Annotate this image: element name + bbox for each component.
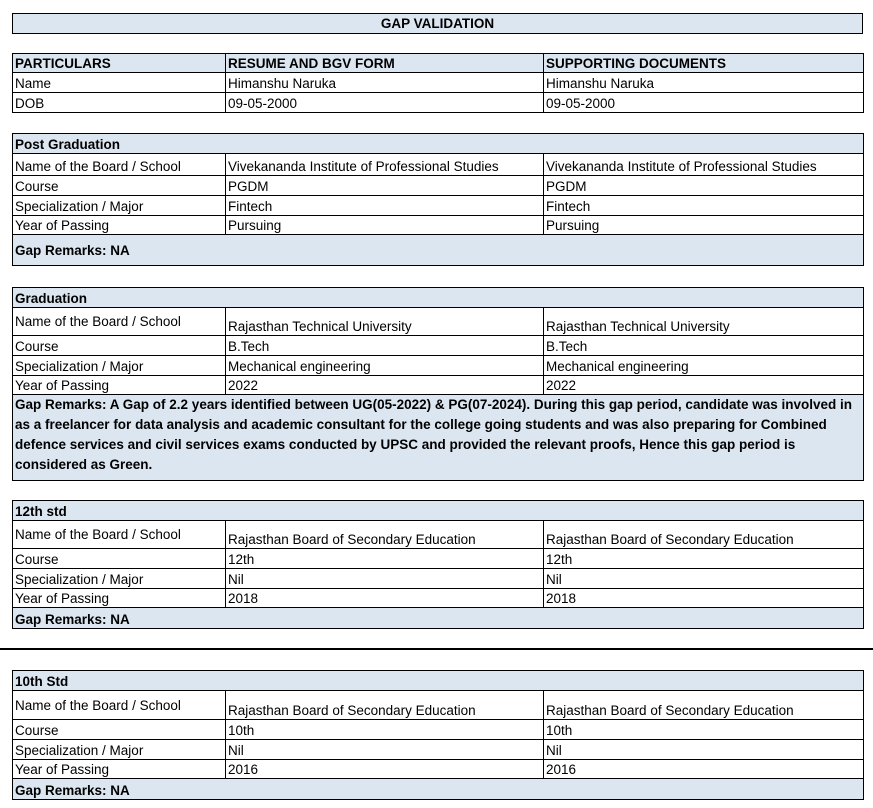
- row-docs-value: Mechanical engineering: [544, 356, 864, 376]
- row-resume-value: Nil: [226, 569, 544, 589]
- row-resume-value: B.Tech: [226, 336, 544, 356]
- row-resume-value: 09-05-2000: [226, 93, 544, 113]
- row-docs-value: 10th: [544, 720, 864, 740]
- row-docs-value: 2016: [544, 760, 864, 779]
- table-row: [13, 760, 864, 779]
- table-row: [13, 308, 864, 336]
- section-post-graduation: [12, 133, 864, 266]
- table-row: [13, 196, 864, 216]
- divider-line: [0, 648, 873, 650]
- row-label: Course: [13, 176, 226, 196]
- gap-remarks: Gap Remarks: NA: [13, 235, 864, 266]
- table-row: [13, 691, 864, 720]
- row-label: Name: [13, 73, 226, 93]
- row-label: Course: [13, 720, 226, 740]
- section-12th: [12, 500, 864, 629]
- gap-remarks: Gap Remarks: A Gap of 2.2 years identified between UG(05-2022) & PG(07-2024). During this gap period, candidate was involved in as a freelancer for data analysis and academic consultant for the college going students and was also preparing for Combined defence services and civil services exams conducted by UPSC and provided the relevant proofs, Hence this gap period is considered as Green.: [13, 395, 864, 481]
- table-row: [13, 356, 864, 376]
- row-label: Name of the Board / School: [13, 308, 226, 336]
- table-row: [13, 93, 864, 113]
- row-docs-value: 2022: [544, 376, 864, 395]
- header-docs: SUPPORTING DOCUMENTS: [544, 54, 864, 73]
- row-docs-value: Rajasthan Technical University: [544, 308, 864, 336]
- row-label: Name of the Board / School: [13, 154, 226, 176]
- section-title: 10th Std: [13, 671, 864, 691]
- section-10th: [12, 670, 864, 800]
- row-docs-value: Pursuing: [544, 216, 864, 235]
- row-resume-value: 2018: [226, 589, 544, 608]
- header-row: [13, 54, 864, 73]
- table-row: [13, 549, 864, 569]
- table-row: [13, 376, 864, 395]
- row-docs-value: PGDM: [544, 176, 864, 196]
- row-docs-value: Nil: [544, 569, 864, 589]
- row-label: Course: [13, 549, 226, 569]
- row-label: Name of the Board / School: [13, 691, 226, 720]
- gap-remarks: Gap Remarks: NA: [13, 608, 864, 629]
- gap-remarks: Gap Remarks: NA: [13, 779, 864, 800]
- row-resume-value: PGDM: [226, 176, 544, 196]
- row-docs-value: 2018: [544, 589, 864, 608]
- row-docs-value: Fintech: [544, 196, 864, 216]
- row-label: Course: [13, 336, 226, 356]
- row-label: Specialization / Major: [13, 356, 226, 376]
- table-row: [13, 176, 864, 196]
- row-resume-value: Rajasthan Board of Secondary Education: [226, 691, 544, 720]
- section-title: Graduation: [13, 288, 864, 308]
- row-resume-value: Rajasthan Board of Secondary Education: [226, 521, 544, 549]
- row-resume-value: Pursuing: [226, 216, 544, 235]
- row-docs-value: B.Tech: [544, 336, 864, 356]
- row-docs-value: Nil: [544, 740, 864, 760]
- row-label: Year of Passing: [13, 216, 226, 235]
- table-row: [13, 589, 864, 608]
- table-row: [13, 569, 864, 589]
- page-title: GAP VALIDATION: [12, 13, 863, 34]
- row-resume-value: 10th: [226, 720, 544, 740]
- personal-table: [12, 53, 864, 113]
- row-label: Year of Passing: [13, 376, 226, 395]
- table-row: [13, 720, 864, 740]
- row-resume-value: Vivekananda Institute of Professional Studies: [226, 154, 544, 176]
- table-row: [13, 521, 864, 549]
- row-resume-value: 2016: [226, 760, 544, 779]
- table-row: [13, 336, 864, 356]
- table-row: [13, 154, 864, 176]
- row-label: Specialization / Major: [13, 740, 226, 760]
- row-docs-value: Vivekananda Institute of Professional Studies: [544, 154, 864, 176]
- row-docs-value: 09-05-2000: [544, 93, 864, 113]
- row-resume-value: 12th: [226, 549, 544, 569]
- section-title: 12th std: [13, 501, 864, 521]
- row-resume-value: Rajasthan Technical University: [226, 308, 544, 336]
- table-row: [13, 740, 864, 760]
- row-resume-value: Himanshu Naruka: [226, 73, 544, 93]
- row-label: Specialization / Major: [13, 569, 226, 589]
- row-resume-value: Fintech: [226, 196, 544, 216]
- header-resume: RESUME AND BGV FORM: [226, 54, 544, 73]
- row-label: Year of Passing: [13, 589, 226, 608]
- row-resume-value: Nil: [226, 740, 544, 760]
- row-label: Specialization / Major: [13, 196, 226, 216]
- table-row: [13, 73, 864, 93]
- header-particulars: PARTICULARS: [13, 54, 226, 73]
- row-resume-value: 2022: [226, 376, 544, 395]
- row-docs-value: 12th: [544, 549, 864, 569]
- row-label: DOB: [13, 93, 226, 113]
- table-row: [13, 216, 864, 235]
- row-docs-value: Himanshu Naruka: [544, 73, 864, 93]
- section-title: Post Graduation: [13, 134, 864, 154]
- section-graduation: [12, 287, 864, 481]
- row-label: Name of the Board / School: [13, 521, 226, 549]
- row-docs-value: Rajasthan Board of Secondary Education: [544, 691, 864, 720]
- row-resume-value: Mechanical engineering: [226, 356, 544, 376]
- row-docs-value: Rajasthan Board of Secondary Education: [544, 521, 864, 549]
- row-label: Year of Passing: [13, 760, 226, 779]
